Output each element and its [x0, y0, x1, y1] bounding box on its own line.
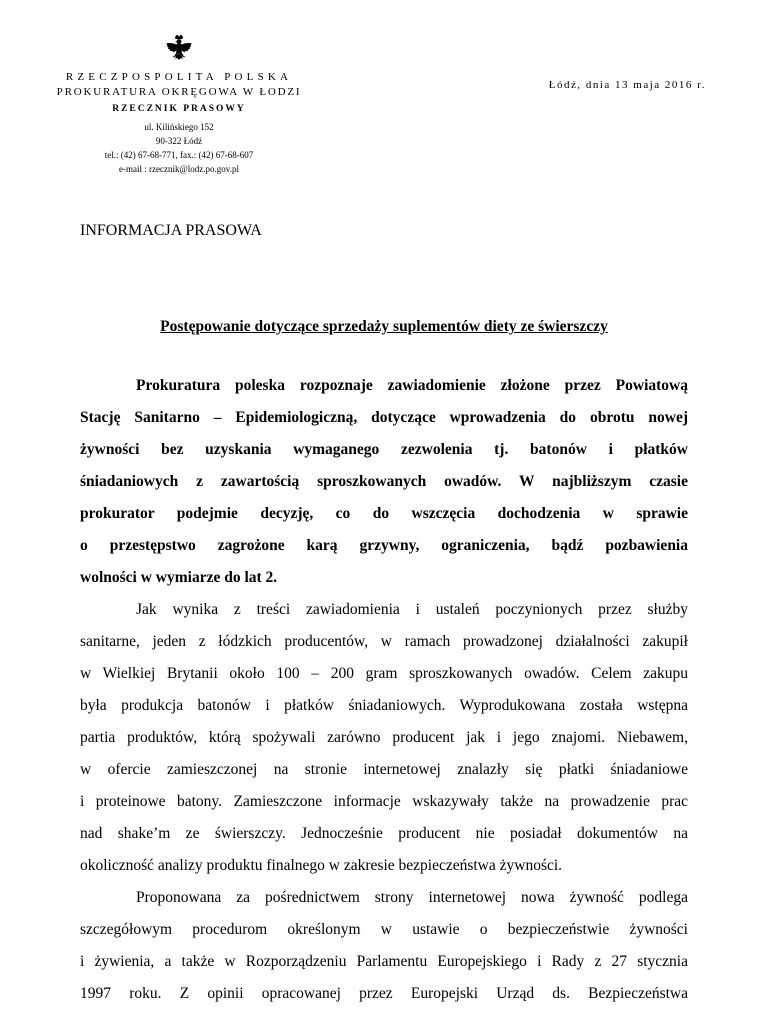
paragraph-2-line: nad shake’m ze świerszczy. Jednocześnie producent nie posiadał dokumentów na — [80, 825, 688, 842]
paragraph-3-line: Proponowana za pośrednictwem strony internetowej nowa żywność podlega — [136, 889, 688, 906]
letterhead-city: 90-322 Łódź — [155, 136, 203, 146]
paragraph-1-line: śniadaniowych z zawartością sproszkowanych owadów. W najbliższym czasie — [80, 473, 688, 490]
paragraph-2-line: sanitarne, jeden z łódzkich producentów, w ramach prowadzonej działalności zakupił — [80, 633, 688, 650]
paragraph-1-line: żywności bez uzyskania wymaganego zezwolenia tj. batonów i płatków — [80, 441, 688, 458]
document-date: Łódź, dnia 13 maja 2016 r. — [548, 79, 706, 91]
letterhead — [40, 70, 318, 176]
paragraph-1-line: wolności w wymiarze do lat 2. — [80, 569, 278, 586]
document-title: Postępowanie dotyczące sprzedaży suplementów diety ze świerszczy — [160, 318, 608, 335]
paragraph-2-line: okoliczność analizy produktu finalnego w zakresie bezpieczeństwa żywności. — [80, 857, 563, 874]
paragraph-1-line: o przestępstwo zagrożone karą grzywny, ograniczenia, bądź pozbawienia — [80, 537, 688, 554]
document-body — [80, 370, 688, 1010]
letterhead-street: ul. Kilińskiego 152 — [144, 122, 214, 132]
paragraph-1-line: prokurator podejmie decyzję, co do wszczęcia dochodzenia w sprawie — [80, 505, 688, 522]
letterhead-email: e-mail : rzecznik@lodz.po.gov.pl — [119, 164, 239, 174]
letterhead-country: RZECZPOSPOLITA POLSKA — [65, 71, 293, 83]
paragraph-2-line: w Wielkiej Brytanii około 100 – 200 gram sproszkowanych owadów. Celem zakupu — [80, 665, 688, 682]
paragraph-3-line: i żywienia, a także w Rozporządzeniu Parlamentu Europejskiego i Rady z 27 stycznia — [80, 953, 688, 970]
letterhead-department: RZECZNIK PRASOWY — [112, 104, 246, 114]
paragraph-2-line: w ofercie zamieszczonej na stronie internetowej znalazły się płatki śniadaniowe — [80, 761, 688, 778]
letterhead-phone: tel.: (42) 67-68-771, fax.: (42) 67-68-607 — [104, 150, 254, 160]
paragraph-2-line: partia produktów, którą spożywali zarówno producent jak i jego znajomi. Niebawem, — [80, 729, 688, 746]
paragraph-3-line: szczegółowym procedurom określonym w ustawie o bezpieczeństwie żywności — [80, 921, 688, 938]
paragraph-3-line: 1997 roku. Z opinii opracowanej przez Europejski Urząd ds. Bezpieczeństwa — [80, 985, 688, 1002]
paragraph-1-line: Stację Sanitarno – Epidemiologiczną, dotyczące wprowadzenia do obrotu nowej — [80, 409, 688, 426]
letterhead-office: PROKURATURA OKRĘGOWA W ŁODZI — [56, 86, 302, 98]
paragraph-2-line: była produkcja batonów i płatków śniadaniowych. Wyprodukowana została wstępna — [80, 697, 688, 714]
paragraph-2-line: Jak wynika z treści zawiadomienia i ustaleń poczynionych przez służby — [136, 601, 688, 618]
polish-eagle-emblem-icon — [164, 34, 194, 68]
paragraph-2-line: i proteinowe batony. Zamieszczone informacje wskazywały także na prowadzenie prac — [80, 793, 688, 810]
press-release-label: INFORMACJA PRASOWA — [80, 222, 262, 239]
paragraph-1-line: Prokuratura poleska rozpoznaje zawiadomienie złożone przez Powiatową — [136, 377, 688, 394]
